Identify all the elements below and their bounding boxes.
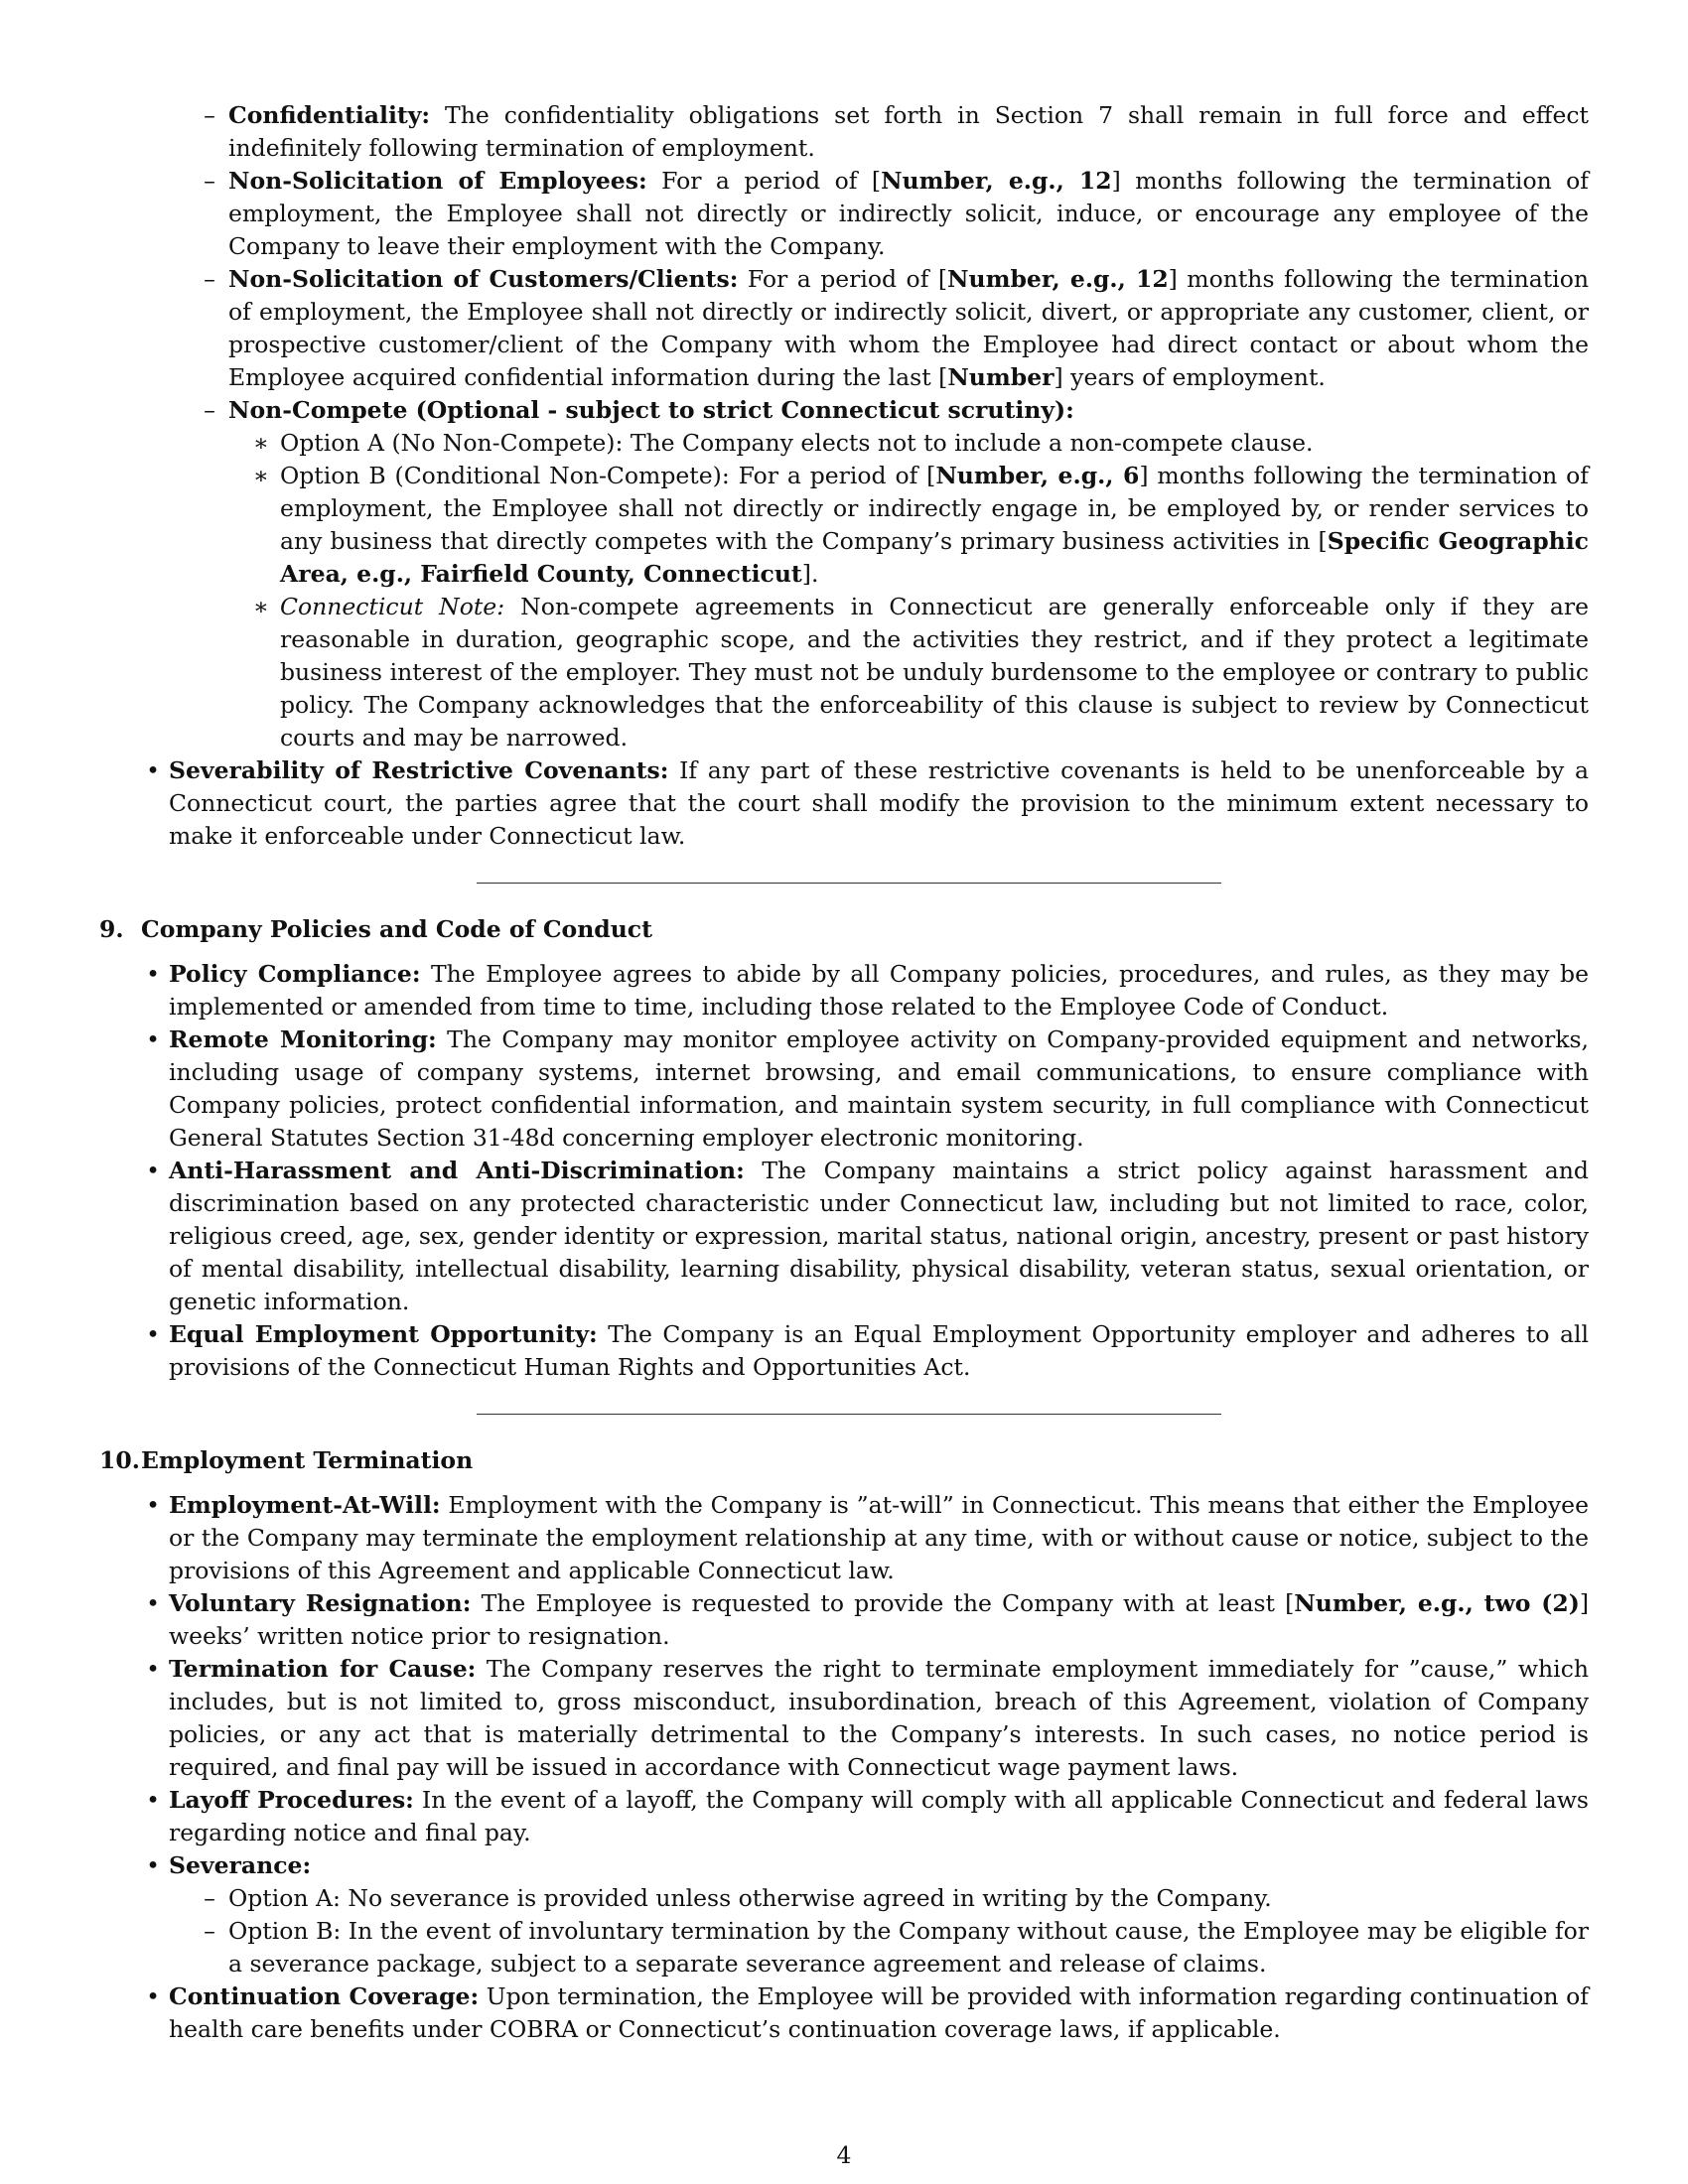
section-title: Employment Termination (141, 1446, 474, 1474)
dash-marker: – (204, 396, 215, 424)
item-text: Upon termination, the Employee will be provided with information regarding continuation of health care benefits under COBRA or Connecticut’s continuation coverage laws, if applicable. (169, 1982, 1589, 2043)
item-label: Non-Compete (Optional - subject to strict Connecticut scrutiny): (228, 396, 1074, 424)
item-text: The Company may monitor employee activity on Company-provided equipment and networks, including usage of company systems, internet browsing, and email communications, to ensure compliance with Company policies, protect confidential information, and maintain system security, in full compliance with Connecticut General Statutes Section 31-48d concerning employer electronic monitoring. (169, 1025, 1589, 1152)
section-heading-9 (99, 913, 1589, 946)
bullet-marker: • (146, 1320, 160, 1348)
item-text: The Company maintains a strict policy against harassment and discrimination based on any protected characteristic under Connecticut law, including but not limited to race, color, religious creed, age, sex, gender identity or expression, marital status, national origin, ancestry, present or past history of mental disability, intellectual disability, learning disability, physical disability, veteran status, sexual orientation, or genetic information. (169, 1157, 1589, 1315)
dash-marker: – (204, 1917, 215, 1945)
list-item-nonsolicit-clients (99, 263, 1589, 394)
list-item-connecticut-note (99, 591, 1589, 754)
bullet-marker: • (146, 960, 160, 988)
item-label: Anti-Harassment and Anti-Discrimination: (169, 1157, 745, 1184)
page-number: 4 (836, 2141, 852, 2169)
list-item (99, 1155, 1589, 1318)
section-divider (477, 883, 1221, 884)
item-text: ] years of employment. (1054, 363, 1326, 391)
item-label: Non-Solicitation of Employees: (228, 167, 647, 195)
item-text: Option B (Conditional Non-Compete): For a period of [ (280, 462, 936, 489)
list-item-noncompete (99, 394, 1589, 427)
item-text: ] months following the termination of employment, the Employee shall not directly or indirectly solicit, induce, or encourage any employee of the Company to leave their employment with the Company. (228, 167, 1589, 260)
section-divider (477, 1414, 1221, 1415)
item-label: Policy Compliance: (169, 960, 421, 988)
item-label: Employment-At-Will: (169, 1491, 441, 1519)
star-marker: ∗ (253, 429, 269, 457)
list-item (99, 1024, 1589, 1155)
list-item (99, 1318, 1589, 1384)
note-label: Connecticut Note: (280, 593, 505, 620)
bullet-marker: • (146, 1982, 160, 2010)
bullet-marker: • (146, 1589, 160, 1617)
placeholder: Number, e.g., 12 (881, 167, 1112, 195)
list-item-severability (99, 754, 1589, 853)
list-item-severance (99, 1849, 1589, 1882)
item-text: Option A: No severance is provided unless otherwise agreed in writing by the Company. (228, 1884, 1272, 1912)
list-item-noncompete-option-a (99, 427, 1589, 460)
bullet-marker: • (146, 1157, 160, 1184)
item-text: Option A (No Non-Compete): The Company elects not to include a non-compete clause. (280, 429, 1314, 457)
placeholder: Specific Geographic Area, e.g., Fairfield County, Connecticut (280, 527, 1589, 588)
item-label: Termination for Cause: (169, 1655, 477, 1683)
item-text: The Company reserves the right to terminate employment immediately for ”cause,” which includes, but is not limited to, gross misconduct, insubordination, breach of this Agreement, violation of Company policies, or any act that is materially detrimental to the Company’s interests. In such cases, no notice period is required, and final pay will be issued in accordance with Connecticut wage payment laws. (169, 1655, 1589, 1781)
item-text: The Company is an Equal Employment Opportunity employer and adheres to all provisions of the Connecticut Human Rights and Opportunities Act. (169, 1320, 1589, 1381)
list-item-continuation (99, 1980, 1589, 2046)
section-title: Company Policies and Code of Conduct (141, 915, 652, 943)
item-label: Non-Solicitation of Customers/Clients: (228, 265, 739, 293)
placeholder: Number, e.g., 12 (947, 265, 1169, 293)
bullet-marker: • (146, 1655, 160, 1683)
item-text: For a period of [ (661, 167, 882, 195)
dash-marker: – (204, 1884, 215, 1912)
item-text: Option B: In the event of involuntary termination by the Company without cause, the Employee may be eligible for a severance package, subject to a separate severance agreement and release of claims. (228, 1917, 1589, 1978)
placeholder: Number (947, 363, 1055, 391)
list-item (99, 958, 1589, 1024)
bullet-marker: • (146, 1025, 160, 1053)
item-text: If any part of these restrictive covenants is held to be unenforceable by a Connecticut court, the parties agree that the court shall modify the provision to the minimum extent necessary to make it enforceable under Connecticut law. (169, 756, 1589, 850)
placeholder: Number, e.g., 6 (935, 462, 1140, 489)
item-text: ] months following the termination of employment, the Employee shall not directly or indirectly solicit, divert, or appropriate any customer, client, or prospective customer/client of the Company with whom the Employee had direct contact or about whom the Employee acquired confidential information during the last [ (228, 265, 1589, 391)
item-label: Confidentiality: (228, 101, 431, 129)
list-item-noncompete-option-b (99, 460, 1589, 591)
list-item-layoff (99, 1784, 1589, 1849)
item-text: Non-compete agreements in Connecticut are generally enforceable only if they are reasonable in duration, geographic scope, and the activities they restrict, and if they protect a legitimate business interest of the employer. They must not be unduly burdensome to the employee or contrary to public policy. The Company acknowledges that the enforceability of this clause is subject to review by Connecticut courts and may be narrowed. (280, 593, 1589, 751)
section-heading-10 (99, 1444, 1589, 1477)
star-marker: ∗ (253, 593, 269, 620)
placeholder: Number, e.g., two (2) (1294, 1589, 1580, 1617)
item-label: Severance: (169, 1851, 312, 1879)
item-text: ] months following the termination of employment, the Employee shall not directly or indirectly engage in, be employed by, or render services to any business that directly competes with the Company’s primary business activities in [ (280, 462, 1589, 555)
dash-marker: – (204, 167, 215, 195)
item-text: ]. (801, 560, 819, 588)
item-text: The Employee is requested to provide the Company with at least [ (481, 1589, 1295, 1617)
dash-marker: – (204, 101, 215, 129)
item-text: Employment with the Company is ”at-will” in Connecticut. This means that either the Employee or the Company may terminate the employment relationship at any time, with or without cause or notice, subject to the provisions of this Agreement and applicable Connecticut law. (169, 1491, 1589, 1584)
list-item-resignation (99, 1587, 1589, 1653)
item-text: ] weeks’ written notice prior to resignation. (169, 1589, 1589, 1650)
star-marker: ∗ (253, 462, 269, 489)
item-text: In the event of a layoff, the Company will comply with all applicable Connecticut and federal laws regarding notice and final pay. (169, 1786, 1589, 1846)
section-number: 9. (99, 915, 124, 943)
list-item-confidentiality (99, 99, 1589, 165)
page-content (99, 99, 1589, 2046)
item-text: For a period of [ (747, 265, 948, 293)
bullet-marker: • (146, 1491, 160, 1519)
list-item-for-cause (99, 1653, 1589, 1784)
item-label: Remote Monitoring: (169, 1025, 437, 1053)
section-number: 10. (99, 1446, 140, 1474)
bullet-marker: • (146, 756, 160, 784)
item-label: Layoff Procedures: (169, 1786, 414, 1814)
bullet-marker: • (146, 1851, 160, 1879)
bullet-marker: • (146, 1786, 160, 1814)
item-label: Equal Employment Opportunity: (169, 1320, 598, 1348)
item-label: Severability of Restrictive Covenants: (169, 756, 669, 784)
dash-marker: – (204, 265, 215, 293)
list-item-severance-option-b (99, 1915, 1589, 1980)
item-label: Voluntary Resignation: (169, 1589, 472, 1617)
list-item-nonsolicit-employees (99, 165, 1589, 263)
item-label: Continuation Coverage: (169, 1982, 480, 2010)
item-text: The Employee agrees to abide by all Company policies, procedures, and rules, as they may be implemented or amended from time to time, including those related to the Employee Code of Conduct. (169, 960, 1589, 1021)
list-item-at-will (99, 1489, 1589, 1587)
list-item-severance-option-a (99, 1882, 1589, 1915)
item-text: The confidentiality obligations set forth in Section 7 shall remain in full force and effect indefinitely following termination of employment. (228, 101, 1589, 162)
